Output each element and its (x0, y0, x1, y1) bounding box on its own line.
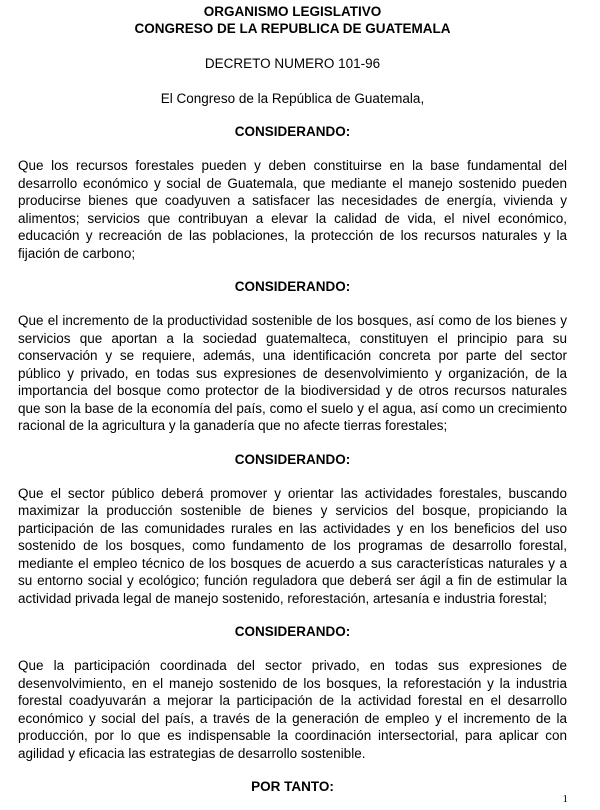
considerando-heading-2: CONSIDERANDO: (234, 279, 351, 294)
por-tanto-heading: POR TANTO: (251, 779, 334, 794)
header-congress: CONGRESO DE LA REPUBLICA DE GUATEMALA (134, 21, 451, 36)
considerando-heading-4: CONSIDERANDO: (234, 624, 351, 639)
document-page (18, 0, 567, 795)
header-organism: ORGANISMO LEGISLATIVO (203, 4, 382, 19)
intro-line: El Congreso de la República de Guatemala, (160, 91, 425, 106)
considerando-heading-1: CONSIDERANDO: (234, 124, 351, 139)
decree-title: DECRETO NUMERO 101-96 (204, 56, 381, 71)
page-number: 1 (562, 793, 568, 805)
considerando-paragraph-4: Que la participación coordinada del sector privado, en todas sus expresiones de desenvolvimiento, en el manejo sostenido de los bosques, la reforestación y la industria forestal coadyuvarán a mejorar la participación de la actividad forestal en el desarrollo económico y social del país, a través de la generación de empleo y el incremento de la producción, por lo que es indispensable la coordinación intersectorial, para aplicar con agilidad y eficacia las estrategias de desarrollo sostenible. (18, 658, 567, 761)
considerando-paragraph-1: Que los recursos forestales pueden y deben constituirse en la base fundamental del desarrollo económico y social de Guatemala, que mediante el manejo sostenido pueden producirse bienes que coadyuven a satisfacer las necesidades de energía, vivienda y alimentos; servicios que contribuyan a elevar la calidad de vida, el nivel económico, educación y recreación de las poblaciones, la protección de los recursos naturales y la fijación de carbono; (18, 158, 567, 261)
considerando-heading-3: CONSIDERANDO: (234, 451, 351, 467)
considerando-paragraph-3: Que el sector público deberá promover y orientar las actividades forestales, buscando maximizar la producción sostenible de bienes y servicios del bosque, propiciando la participación de las comunidades rurales en las actividades y en los beneficios del uso sostenido de los bosques, como fundamento de los programas de desarrollo forestal, mediante el empleo técnico de los bosques de acuerdo a sus características naturales y a su entorno social y ecológico; función reguladora que deberá ser ágil a fin de estimular la actividad privada legal de manejo sostenido, reforestación, artesanía e industria forestal; (18, 485, 567, 606)
considerando-paragraph-2: Que el incremento de la productividad sostenible de los bosques, así como de los bienes y servicios que aportan a la sociedad guatemalteca, constituyen el principio para su conservación y se requiere, además, una identificación concreta por parte del sector público y privado, en todas sus expresiones de desenvolvimiento y organización, de la importancia del bosque como protector de la biodiversidad y de otros recursos naturales que son la base de la economía del país, como el suelo y el agua, así como un crecimiento racional de la agricultura y la ganadería que no afecte tierras forestales; (18, 313, 567, 433)
